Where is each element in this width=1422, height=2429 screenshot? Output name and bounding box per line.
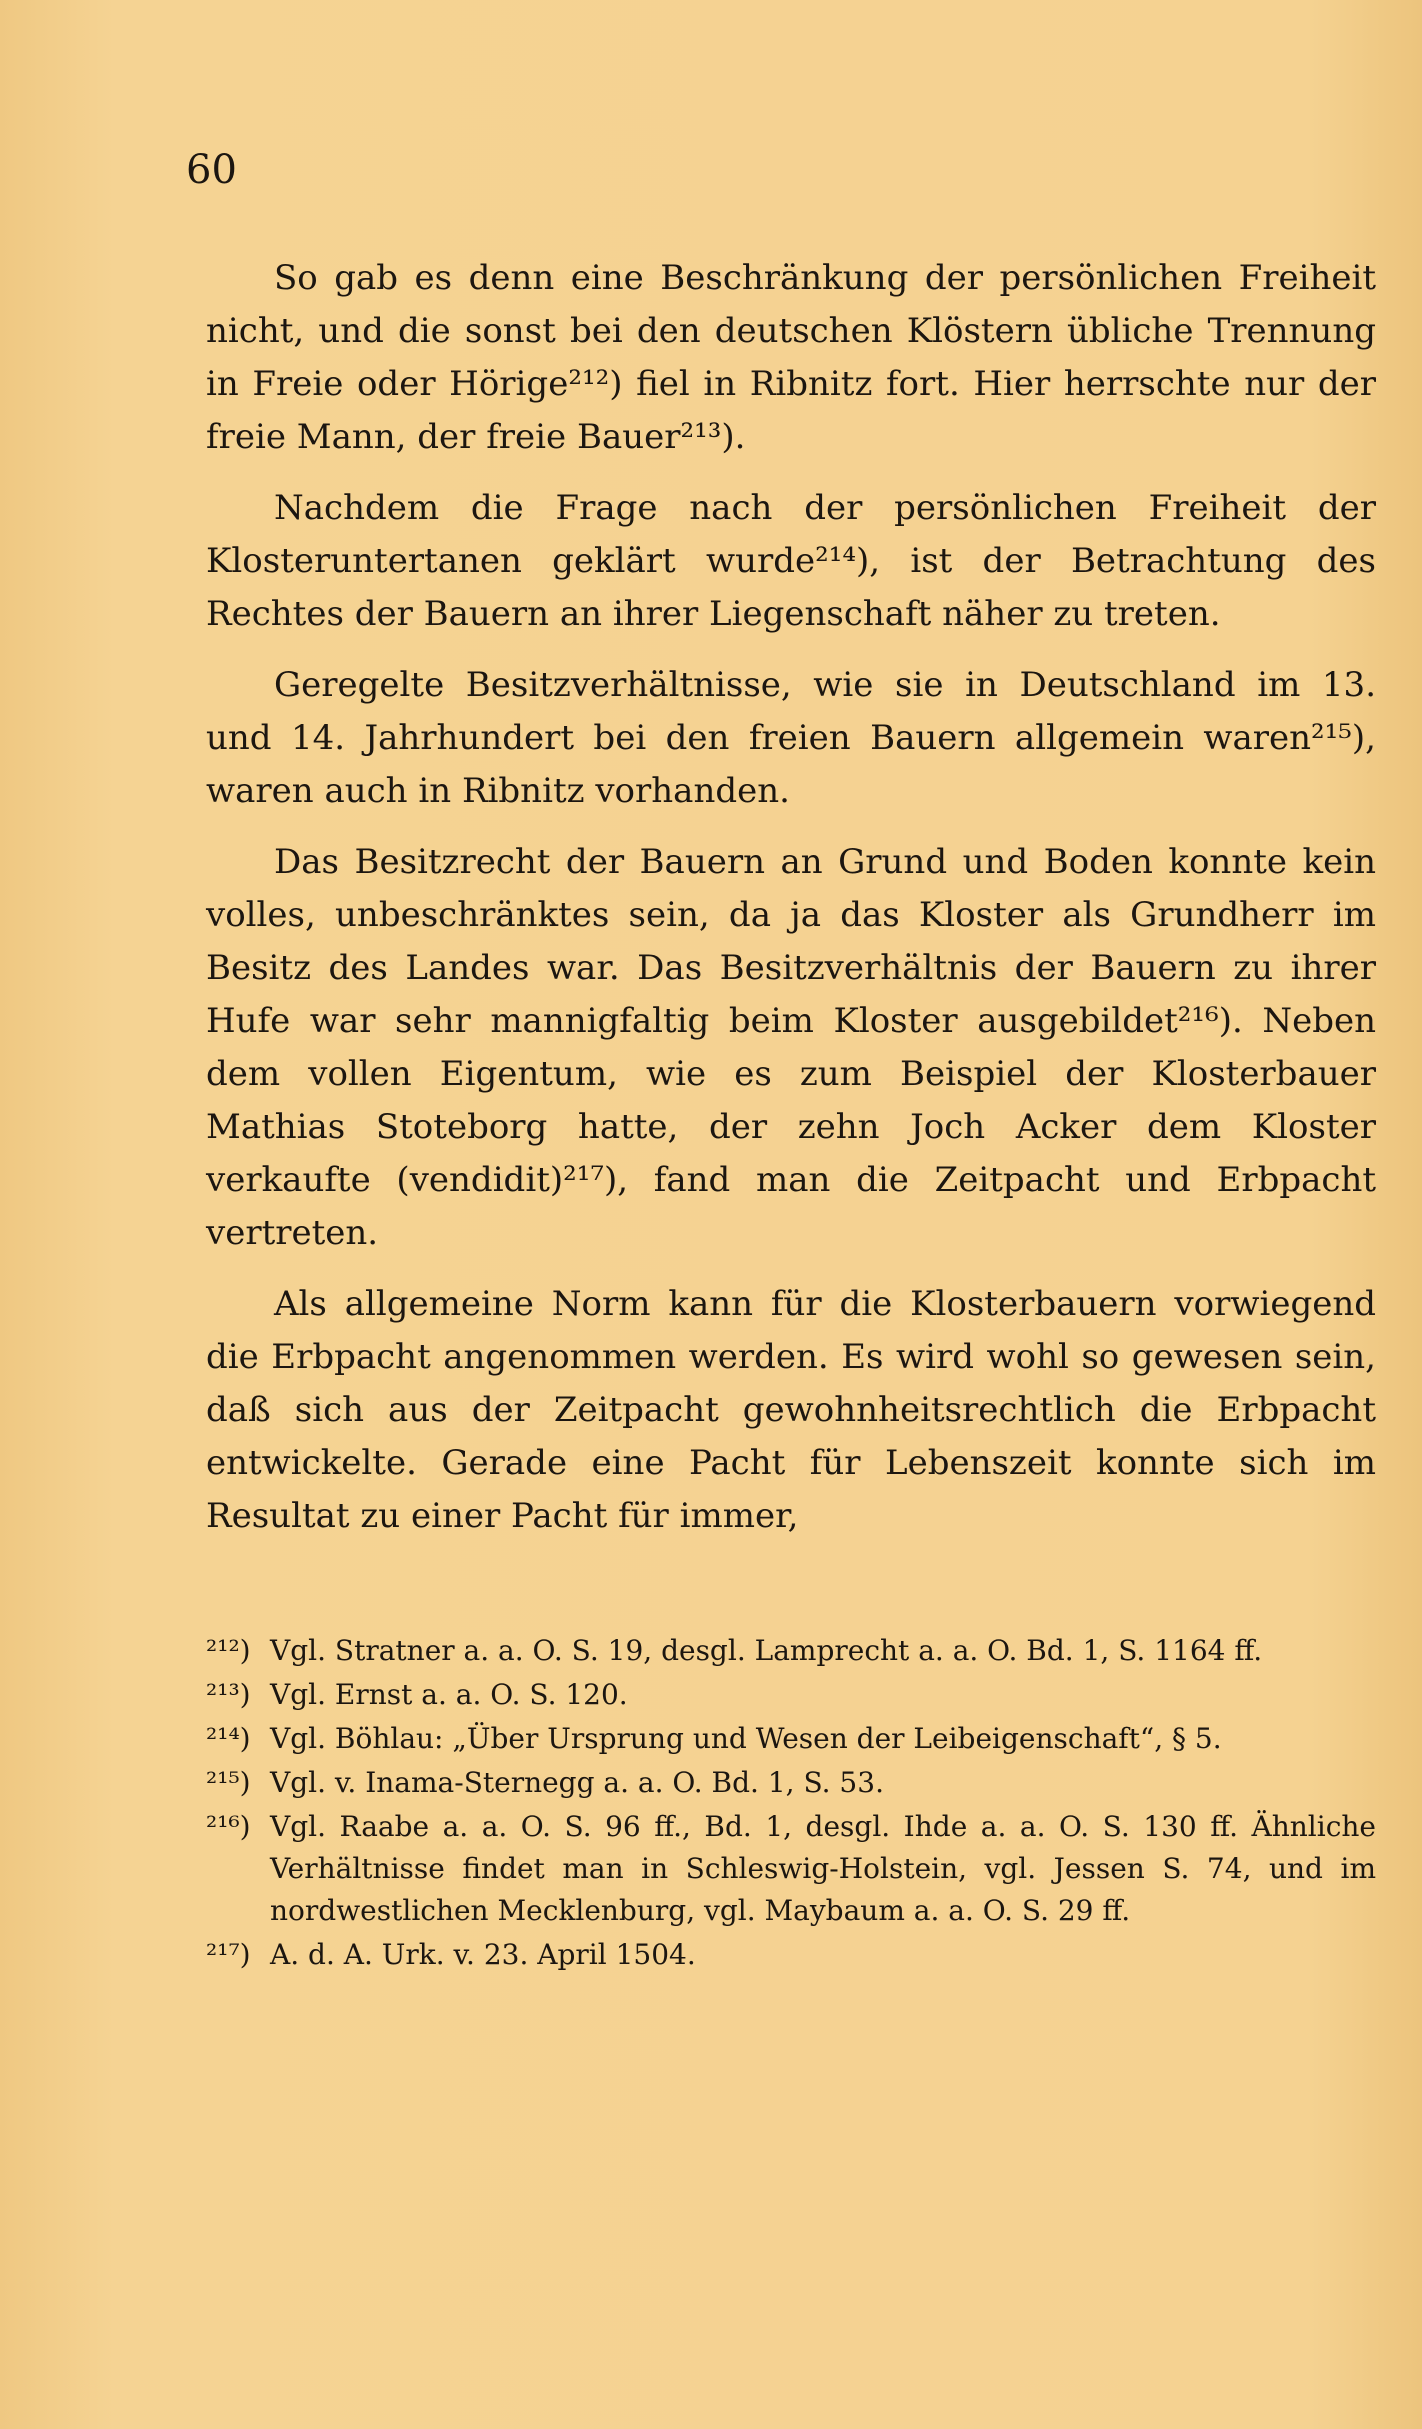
footnote-213 [206,1674,1376,1716]
footnote-marker: ²¹²) [206,1634,251,1667]
paragraph-5: Als allgemeine Norm kann für die Klosterbauern vorwiegend die Erbpacht angenommen werden. Es wird wohl so gewesen sein, daß sich aus der Zeitpacht gewohnheitsrechtlich die Erbpacht entwickelte. Gerade eine Pacht für Lebenszeit konnte sich im Resultat zu einer Pacht für immer, [206,1284,1376,1536]
footnote-marker: ²¹⁶) [206,1810,251,1843]
footnote-text: Vgl. Böhlau: „Über Ursprung und Wesen der Leibeigenschaft“, § 5. [270,1722,1222,1755]
main-text [206,252,1376,1561]
footnote-text: Vgl. Ernst a. a. O. S. 120. [270,1678,628,1711]
page-number: 60 [186,147,237,193]
footnote-text: Vgl. v. Inama-Sternegg a. a. O. Bd. 1, S. 53. [270,1766,884,1799]
footnote-marker: ²¹⁴) [206,1722,251,1755]
footnote-216 [206,1806,1376,1932]
footnotes [206,1630,1376,1978]
footnote-text: A. d. A. Urk. v. 23. April 1504. [270,1938,696,1971]
footnote-marker: ²¹⁷) [206,1938,251,1971]
paragraph-1: So gab es denn eine Beschränkung der persönlichen Freiheit nicht, und die sonst bei den deutschen Klöstern übliche Trennung in Freie oder Hörige²¹²) fiel in Ribnitz fort. Hier herrschte nur der freie Mann, der freie Bauer²¹³). [206,258,1376,457]
footnote-217 [206,1934,1376,1976]
footnote-marker: ²¹³) [206,1678,251,1711]
paragraph-2: Nachdem die Frage nach der persönlichen Freiheit der Klosteruntertanen geklärt wurde²¹⁴), ist der Betrachtung des Rechtes der Bauern an ihrer Liegenschaft näher zu treten. [206,488,1376,634]
footnote-214 [206,1718,1376,1760]
footnote-215 [206,1762,1376,1804]
footnote-marker: ²¹⁵) [206,1766,251,1799]
footnote-212 [206,1630,1376,1672]
footnote-text: Vgl. Stratner a. a. O. S. 19, desgl. Lamprecht a. a. O. Bd. 1, S. 1164 ff. [270,1634,1263,1667]
footnote-text: Vgl. Raabe a. a. O. S. 96 ff., Bd. 1, desgl. Ihde a. a. O. S. 130 ff. Ähnliche Verhältnisse findet man in Schleswig-Holstein, vgl. Jessen S. 74, und im nordwestlichen Mecklenburg, vgl. Maybaum a. a. O. S. 29 ff. [270,1810,1376,1927]
paragraph-3: Geregelte Besitzverhältnisse, wie sie in Deutschland im 13. und 14. Jahrhundert bei den freien Bauern allgemein waren²¹⁵), waren auch in Ribnitz vorhanden. [206,665,1376,811]
paragraph-4: Das Besitzrecht der Bauern an Grund und Boden konnte kein volles, unbeschränktes sein, da ja das Kloster als Grundherr im Besitz des Landes war. Das Besitzverhältnis der Bauern zu ihrer Hufe war sehr mannigfaltig beim Kloster ausgebildet²¹⁶). Neben dem vollen Eigentum, wie es zum Beispiel der Klosterbauer Mathias Stoteborg hatte, der zehn Joch Acker dem Kloster verkaufte (vendidit)²¹⁷), fand man die Zeitpacht und Erbpacht vertreten. [206,842,1376,1253]
